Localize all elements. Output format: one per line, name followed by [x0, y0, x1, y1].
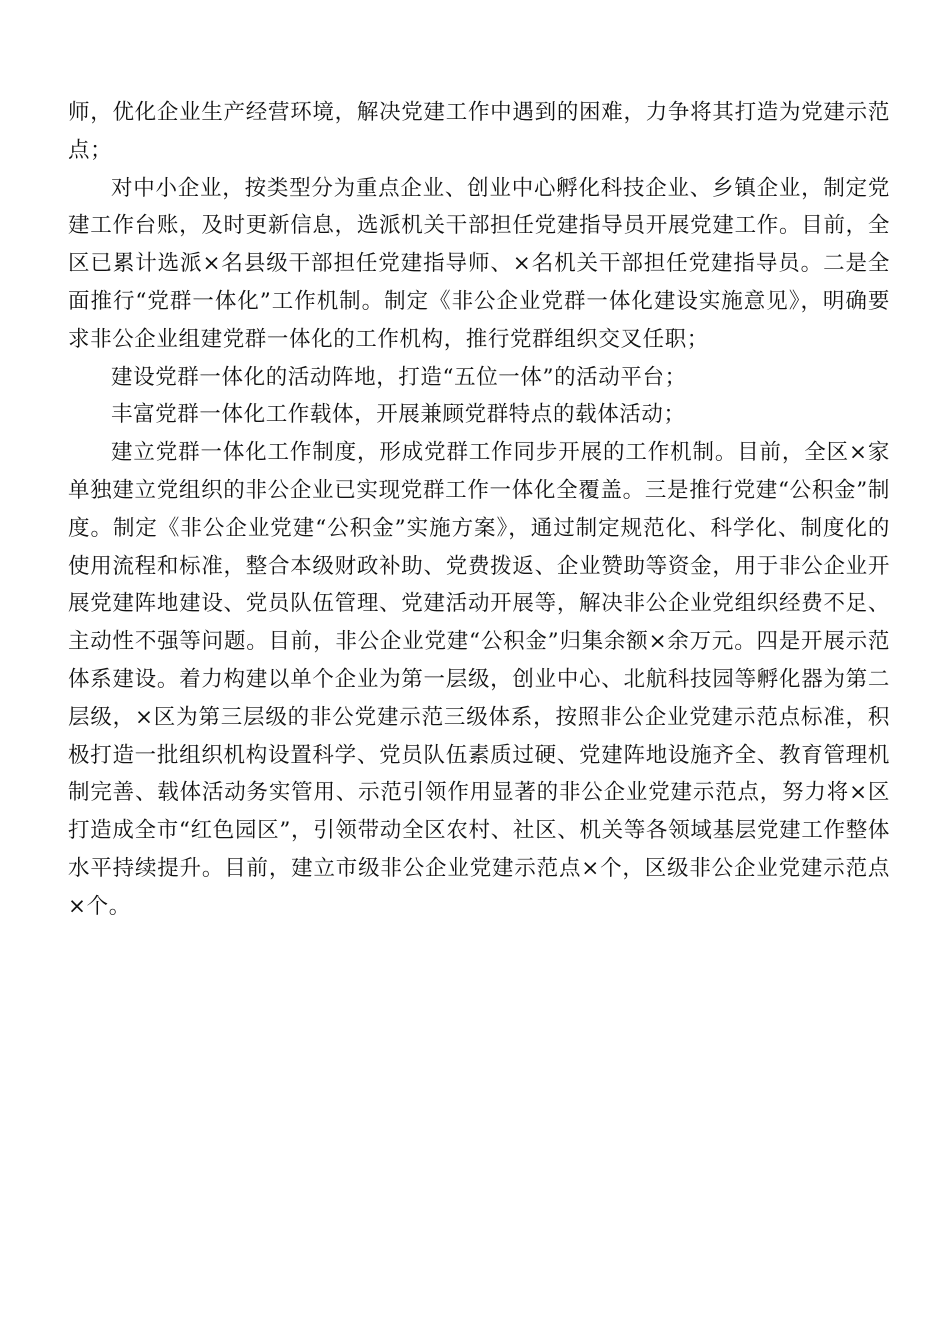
paragraph-work-carrier: 丰富党群一体化工作载体，开展兼顾党群特点的载体活动；	[111, 402, 686, 428]
paragraph-small-enterprises: 对中小企业，按类型分为重点企业、创业中心孵化科技企业、乡镇企业，制定党建工作台账，及时更新信息，选派机关干部担任党建指导员开展党建工作。目前，全区已累计选派×名县级干部担任党建指导师、×名机关干部担任党建指导员。二是全面推行“党群一体化”工作机制。制定《非公企业党群一体化建设实施意见》，明确要求非公企业组建党群一体化的工作机构，推行党群组织交叉任职；	[68, 175, 890, 352]
document-body	[68, 94, 890, 926]
paragraph-continuation: 师，优化企业生产经营环境，解决党建工作中遇到的困难，力争将其打造为党建示范点；	[68, 100, 890, 163]
paragraph-work-system: 建立党群一体化工作制度，形成党群工作同步开展的工作机制。目前，全区×家单独建立党组织的非公企业已实现党群工作一体化全覆盖。三是推行党建“公积金”制度。制定《非公企业党建“公积金”实施方案》，通过制定规范化、科学化、制度化的使用流程和标准，整合本级财政补助、党费拨返、企业赞助等资金，用于非公企业开展党建阵地建设、党员队伍管理、党建活动开展等，解决非公企业党组织经费不足、主动性不强等问题。目前，非公企业党建“公积金”归集余额×余万元。四是开展示范体系建设。着力构建以单个企业为第一层级，创业中心、北航科技园等孵化器为第二层级，×区为第三层级的非公党建示范三级体系，按照非公企业党建示范点标准，积极打造一批组织机构设置科学、党员队伍素质过硬、党建阵地设施齐全、教育管理机制完善、载体活动务实管用、示范引领作用显著的非公企业党建示范点，努力将×区打造成全市“红色园区”，引领带动全区农村、社区、机关等各领域基层党建工作整体水平持续提升。目前，建立市级非公企业党建示范点×个，区级非公企业党建示范点×个。	[68, 440, 890, 919]
paragraph-activity-position: 建设党群一体化的活动阵地，打造“五位一体”的活动平台；	[111, 364, 687, 390]
